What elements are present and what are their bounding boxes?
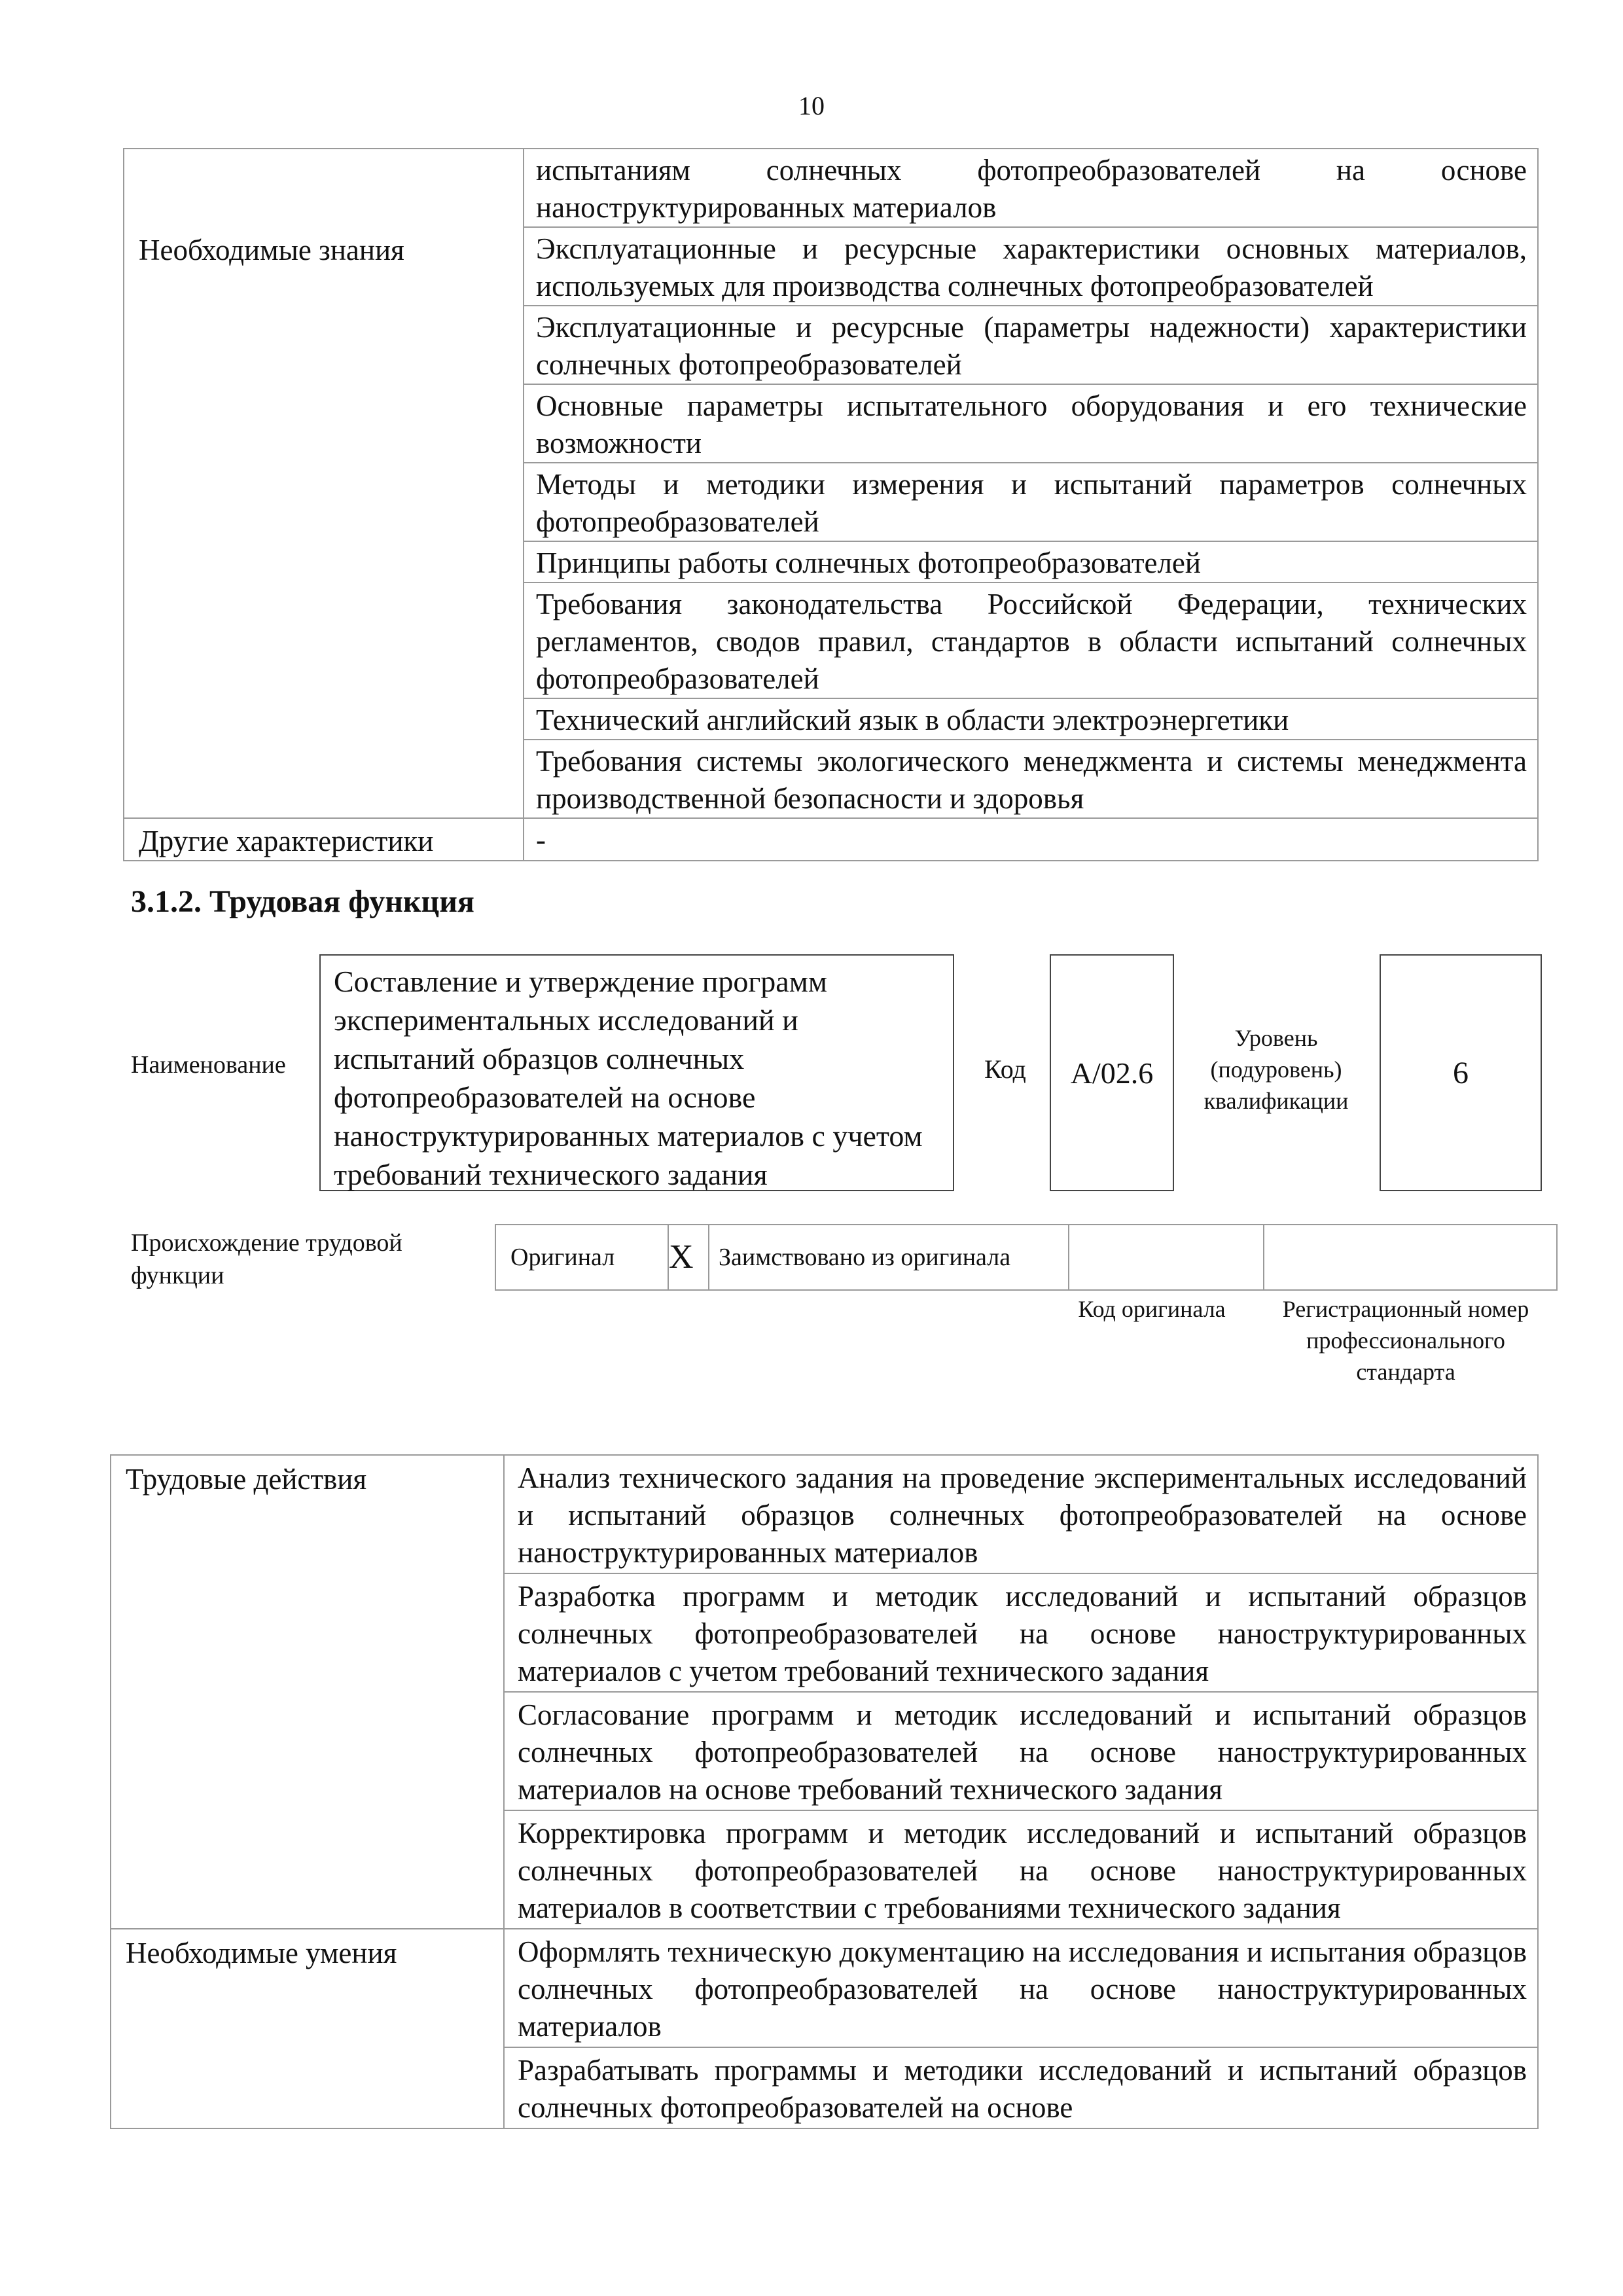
skills-label: Необходимые умения xyxy=(111,1929,504,2047)
table-row xyxy=(124,463,1538,541)
merged-cell xyxy=(111,1810,504,1929)
merged-cell xyxy=(124,384,524,463)
merged-cell xyxy=(124,541,524,583)
table-row xyxy=(124,583,1538,698)
table-row xyxy=(124,384,1538,463)
knowledge-item: Технический английский язык в области электроэнергетики xyxy=(524,698,1538,740)
other-label: Другие характеристики xyxy=(124,818,524,861)
origin-label: Происхождение трудовой функции xyxy=(131,1229,402,1289)
table-row xyxy=(111,2047,1538,2128)
code-label: Код xyxy=(984,1054,1026,1084)
knowledge-item: Методы и методики измерения и испытаний параметров солнечных фотопреобразователей xyxy=(524,463,1538,541)
action-item: Согласование программ и методик исследований и испытаний образцов солнечных фотопреобразователей на основе наноструктурированных материалов на основе требований технического задания xyxy=(504,1692,1538,1810)
name-label: Наименование xyxy=(131,1051,286,1079)
borrowed-label: Заимствовано из оригинала xyxy=(709,1225,1069,1290)
table-row xyxy=(124,227,1538,306)
merged-cell xyxy=(124,698,524,740)
merged-cell xyxy=(124,740,524,818)
table-row xyxy=(124,149,1538,227)
action-item: Разработка программ и методик исследований и испытаний образцов солнечных фотопреобразователей на основе наноструктурированных материалов с учетом требований технического задания xyxy=(504,1573,1538,1692)
knowledge-label: Необходимые знания xyxy=(124,227,524,306)
reg-caption: Регистрационный номер профессионального стандарта xyxy=(1282,1296,1529,1385)
table-row xyxy=(124,818,1538,861)
merged-cell xyxy=(111,1573,504,1692)
code-box: A/02.6 xyxy=(1050,954,1174,1191)
empty-label-cell xyxy=(124,149,524,227)
page-number: 10 xyxy=(798,91,825,120)
table-row xyxy=(495,1225,1557,1290)
knowledge-item: Эксплуатационные и ресурсные (параметры надежности) характеристики солнечных фотопреобразователей xyxy=(524,306,1538,384)
knowledge-item: Принципы работы солнечных фотопреобразователей xyxy=(524,541,1538,583)
knowledge-table xyxy=(123,148,1539,861)
skill-item: Разрабатывать программы и методики исследований и испытаний образцов солнечных фотопреобразователей на основе xyxy=(504,2047,1538,2128)
action-item: Анализ технического задания на проведение экспериментальных исследований и испытаний образцов солнечных фотопреобразователей на основе наноструктурированных материалов xyxy=(504,1455,1538,1573)
table-row xyxy=(111,1692,1538,1810)
table-row xyxy=(111,1810,1538,1929)
code-caption: Код оригинала xyxy=(1078,1296,1226,1322)
table-row xyxy=(124,541,1538,583)
table-row xyxy=(124,698,1538,740)
level-label: Уровень (подуровень) квалификации xyxy=(1204,1025,1349,1114)
merged-cell xyxy=(124,306,524,384)
skill-item: Оформлять техническую документацию на исследования и испытания образцов солнечных фотопреобразователей на основе наноструктурированных материалов xyxy=(504,1929,1538,2047)
table-row xyxy=(111,1573,1538,1692)
section-title: 3.1.2. Трудовая функция xyxy=(131,884,474,919)
original-label: Оригинал xyxy=(495,1225,668,1290)
table-row xyxy=(124,306,1538,384)
actions-label: Трудовые действия xyxy=(111,1455,504,1573)
table-row xyxy=(124,740,1538,818)
action-item: Корректировка программ и методик исследований и испытаний образцов солнечных фотопреобразователей на основе наноструктурированных материалов в соответствии с требованиями технического задания xyxy=(504,1810,1538,1929)
function-name-box: Составление и утверждение программ экспериментальных исследований и испытаний образцов солнечных фотопреобразователей на основе наноструктурированных материалов с учетом требований технического задания xyxy=(319,954,954,1191)
original-mark: X xyxy=(668,1225,709,1290)
table-row xyxy=(111,1929,1538,2047)
registration-number-cell xyxy=(1264,1225,1557,1290)
knowledge-item: Требования системы экологического менеджмента и системы менеджмента производственной безопасности и здоровья xyxy=(524,740,1538,818)
original-code-cell xyxy=(1069,1225,1264,1290)
knowledge-item: Основные параметры испытательного оборудования и его технические возможности xyxy=(524,384,1538,463)
merged-cell xyxy=(111,1692,504,1810)
origin-table xyxy=(495,1224,1558,1291)
other-value: - xyxy=(524,818,1538,861)
merged-cell xyxy=(111,2047,504,2128)
merged-cell xyxy=(124,583,524,698)
table-row xyxy=(111,1455,1538,1573)
merged-cell xyxy=(124,463,524,541)
continuation-cell: испытаниям солнечных фотопреобразователей на основе наноструктурированных материалов xyxy=(524,149,1538,227)
knowledge-item: Требования законодательства Российской Федерации, технических регламентов, сводов правил, стандартов в области испытаний солнечных фотопреобразователей xyxy=(524,583,1538,698)
level-box: 6 xyxy=(1380,954,1542,1191)
knowledge-item: Эксплуатационные и ресурсные характеристики основных материалов, используемых для производства солнечных фотопреобразователей xyxy=(524,227,1538,306)
actions-table xyxy=(110,1454,1539,2129)
